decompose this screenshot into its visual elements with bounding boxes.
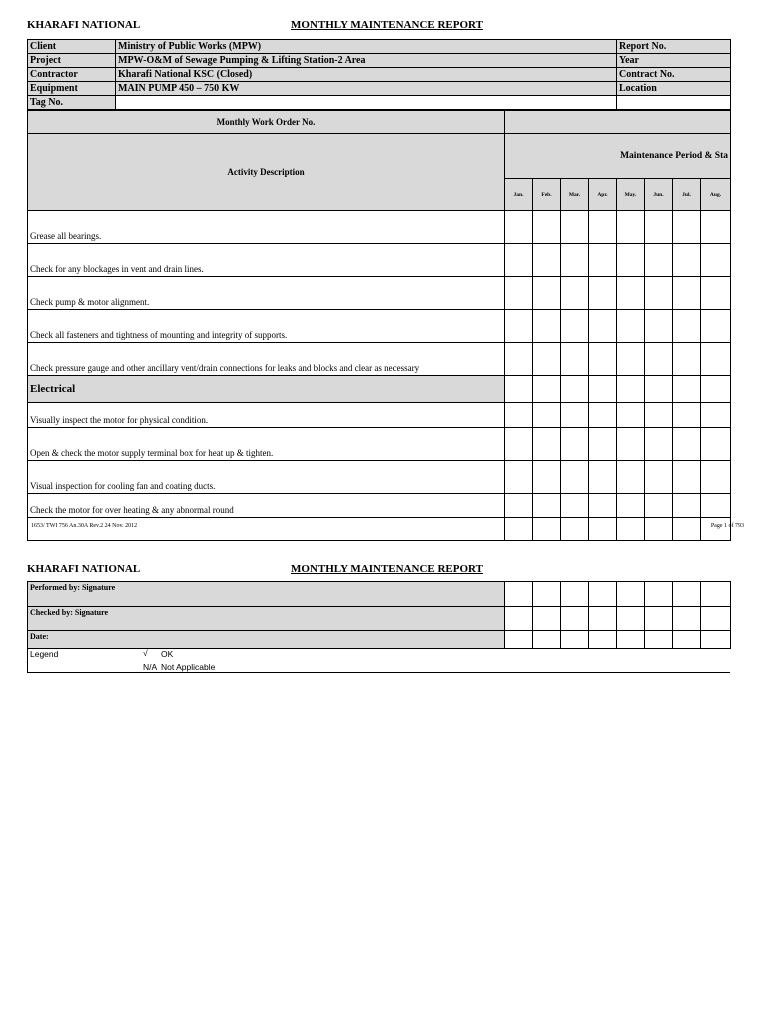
check-cell[interactable]: [533, 343, 561, 376]
check-cell[interactable]: [589, 343, 617, 376]
check-cell[interactable]: [561, 403, 589, 428]
signature-cell[interactable]: [673, 582, 701, 607]
project-label: Project: [28, 54, 116, 68]
table-row: [28, 403, 731, 428]
location-value: [617, 96, 731, 110]
check-cell[interactable]: [617, 461, 645, 494]
signature-cell[interactable]: [505, 582, 533, 607]
activity-item: Check pump & motor alignment.: [28, 277, 505, 310]
activity-item-empty: [28, 518, 505, 541]
date-cell[interactable]: [673, 631, 701, 649]
activity-item: Check for any blockages in vent and drain lines.: [28, 244, 505, 277]
check-cell[interactable]: [561, 277, 589, 310]
legend-bottom-rule: [27, 672, 730, 673]
signature-table: [27, 581, 731, 649]
table-row: [28, 244, 731, 277]
signature-cell[interactable]: [505, 607, 533, 631]
check-cell[interactable]: [561, 211, 589, 244]
section-row: [28, 376, 731, 403]
activity-item: Visual inspection for cooling fan and coating ducts.: [28, 461, 505, 494]
check-cell[interactable]: [505, 343, 533, 376]
performed-by-label: Performed by: Signature: [28, 582, 505, 607]
check-cell[interactable]: [673, 518, 701, 541]
legend-na-text: Not Applicable: [161, 662, 216, 672]
table-row: [28, 277, 731, 310]
check-cell[interactable]: [617, 403, 645, 428]
checked-by-label: Checked by: Signature: [28, 607, 505, 631]
check-cell[interactable]: [645, 277, 673, 310]
check-cell[interactable]: [589, 428, 617, 461]
check-cell[interactable]: [533, 518, 561, 541]
table-row: [28, 310, 731, 343]
check-cell[interactable]: [701, 310, 731, 343]
legend-border: [27, 648, 28, 673]
check-cell[interactable]: [645, 343, 673, 376]
check-cell[interactable]: [561, 244, 589, 277]
date-cell[interactable]: [561, 631, 589, 649]
check-cell[interactable]: [561, 461, 589, 494]
month-feb: Feb.: [533, 179, 561, 211]
month-jan: Jan.: [505, 179, 533, 211]
date-cell[interactable]: [701, 631, 731, 649]
report-no-label: Report No.: [617, 40, 731, 54]
date-cell[interactable]: [645, 631, 673, 649]
contractor-label: Contractor: [28, 68, 116, 82]
date-cell[interactable]: [505, 631, 533, 649]
check-cell[interactable]: [645, 518, 673, 541]
month-aug: Aug.: [701, 179, 731, 211]
check-cell[interactable]: [617, 428, 645, 461]
check-cell[interactable]: [701, 244, 731, 277]
signature-cell[interactable]: [617, 607, 645, 631]
check-cell[interactable]: [561, 343, 589, 376]
check-cell[interactable]: [645, 403, 673, 428]
signature-cell[interactable]: [645, 607, 673, 631]
check-cell[interactable]: [533, 428, 561, 461]
contract-no-label: Contract No.: [617, 68, 731, 82]
check-cell[interactable]: [701, 518, 731, 541]
activity-item: Open & check the motor supply terminal box for heat up & tighten.: [28, 428, 505, 461]
check-cell[interactable]: [701, 428, 731, 461]
date-cell[interactable]: [533, 631, 561, 649]
check-cell[interactable]: [561, 428, 589, 461]
check-cell[interactable]: [533, 310, 561, 343]
check-cell[interactable]: [673, 244, 701, 277]
signature-cell[interactable]: [617, 582, 645, 607]
check-cell[interactable]: [589, 310, 617, 343]
check-cell[interactable]: [673, 403, 701, 428]
check-cell[interactable]: [589, 494, 617, 518]
tag-label: Tag No.: [28, 96, 116, 110]
check-cell[interactable]: [617, 494, 645, 518]
activity-item: Check all fasteners and tightness of mounting and integrity of supports.: [28, 310, 505, 343]
signature-cell[interactable]: [645, 582, 673, 607]
check-cell[interactable]: [589, 211, 617, 244]
check-cell[interactable]: [701, 494, 731, 518]
table-row: [28, 343, 731, 376]
month-apr: Apr.: [589, 179, 617, 211]
date-cell[interactable]: [617, 631, 645, 649]
date-cell[interactable]: [589, 631, 617, 649]
tag-value: [116, 96, 617, 110]
month-jun: Jun.: [645, 179, 673, 211]
signature-cell[interactable]: [561, 582, 589, 607]
signature-cell[interactable]: [701, 582, 731, 607]
month-jul: Jul.: [673, 179, 701, 211]
check-cell[interactable]: [617, 277, 645, 310]
check-cell[interactable]: [589, 518, 617, 541]
signature-cell[interactable]: [589, 607, 617, 631]
signature-cell[interactable]: [589, 582, 617, 607]
activity-table: [27, 110, 731, 541]
footer-reference: 1653/ TWI 756 An.30A Rev.2 24 Nov. 2012: [31, 523, 138, 529]
report-title-page2: MONTHLY MAINTENANCE REPORT: [291, 563, 483, 575]
check-cell[interactable]: [701, 461, 731, 494]
check-cell[interactable]: [561, 518, 589, 541]
check-cell[interactable]: [589, 461, 617, 494]
check-cell[interactable]: [645, 211, 673, 244]
signature-cell[interactable]: [533, 607, 561, 631]
signature-cell[interactable]: [561, 607, 589, 631]
activity-item: Check the motor for over heating & any abnormal round: [28, 494, 505, 518]
check-cell[interactable]: [645, 428, 673, 461]
check-cell[interactable]: [645, 310, 673, 343]
check-cell[interactable]: [617, 244, 645, 277]
equipment-label: Equipment: [28, 82, 116, 96]
check-cell[interactable]: [505, 211, 533, 244]
work-order-value: [505, 111, 731, 134]
check-cell[interactable]: [533, 494, 561, 518]
year-label: Year: [617, 54, 731, 68]
check-cell[interactable]: [589, 244, 617, 277]
check-cell[interactable]: [673, 310, 701, 343]
legend-ok-text: OK: [161, 649, 174, 659]
work-order-label: Monthly Work Order No.: [28, 111, 505, 134]
month-may: May.: [617, 179, 645, 211]
check-cell[interactable]: [561, 310, 589, 343]
check-cell[interactable]: [617, 211, 645, 244]
activity-description-header: Activity Description: [28, 134, 505, 211]
check-cell[interactable]: [589, 403, 617, 428]
table-row: [28, 428, 731, 461]
check-cell[interactable]: [645, 494, 673, 518]
activity-item: Visually inspect the motor for physical condition.: [28, 403, 505, 428]
month-mar: Mar.: [561, 179, 589, 211]
check-cell[interactable]: [505, 461, 533, 494]
client-value: Ministry of Public Works (MPW): [116, 40, 617, 54]
check-cell[interactable]: [617, 310, 645, 343]
signature-cell[interactable]: [673, 607, 701, 631]
legend-label: Legend: [30, 649, 59, 659]
check-cell[interactable]: [505, 310, 533, 343]
location-label: Location: [617, 82, 731, 96]
section-electrical: Electrical: [28, 376, 505, 403]
table-row: [28, 518, 731, 541]
check-cell[interactable]: [505, 518, 533, 541]
check-cell[interactable]: [561, 494, 589, 518]
check-cell[interactable]: [505, 428, 533, 461]
check-cell[interactable]: [505, 403, 533, 428]
maintenance-period-header: Maintenance Period & Sta: [505, 134, 731, 179]
check-cell[interactable]: [701, 211, 731, 244]
report-title: MONTHLY MAINTENANCE REPORT: [291, 19, 483, 31]
check-cell[interactable]: [589, 277, 617, 310]
check-cell[interactable]: [701, 343, 731, 376]
check-cell[interactable]: [617, 518, 645, 541]
legend-ok-symbol: √: [143, 648, 148, 658]
activity-item: Grease all bearings.: [28, 211, 505, 244]
contractor-value: Kharafi National KSC (Closed): [116, 68, 617, 82]
date-label: Date:: [28, 631, 505, 649]
signature-cell[interactable]: [701, 607, 731, 631]
client-label: Client: [28, 40, 116, 54]
check-cell[interactable]: [673, 461, 701, 494]
check-cell[interactable]: [533, 211, 561, 244]
check-cell[interactable]: [701, 403, 731, 428]
check-cell[interactable]: [505, 494, 533, 518]
check-cell[interactable]: [673, 494, 701, 518]
check-cell[interactable]: [617, 343, 645, 376]
check-cell[interactable]: [533, 403, 561, 428]
legend-na-symbol: N/A: [143, 662, 158, 672]
check-cell[interactable]: [673, 211, 701, 244]
company-name: KHARAFI NATIONAL: [27, 19, 141, 31]
check-cell[interactable]: [505, 277, 533, 310]
check-cell[interactable]: [645, 461, 673, 494]
check-cell[interactable]: [701, 277, 731, 310]
check-cell[interactable]: [533, 244, 561, 277]
activity-item: Check pressure gauge and other ancillary vent/drain connections for leaks and blocks and clear as necessary: [28, 343, 505, 376]
equipment-value: MAIN PUMP 450 – 750 KW: [116, 82, 617, 96]
check-cell[interactable]: [645, 244, 673, 277]
check-cell[interactable]: [673, 277, 701, 310]
company-name-page2: KHARAFI NATIONAL: [27, 563, 141, 575]
check-cell[interactable]: [673, 428, 701, 461]
check-cell[interactable]: [673, 343, 701, 376]
footer-page-number: Page 1 of 793: [710, 523, 744, 529]
check-cell[interactable]: [533, 461, 561, 494]
info-table: [27, 39, 731, 110]
table-row: [28, 461, 731, 494]
signature-cell[interactable]: [533, 582, 561, 607]
check-cell[interactable]: [533, 277, 561, 310]
table-row: [28, 494, 731, 518]
project-value: MPW-O&M of Sewage Pumping & Lifting Station-2 Area: [116, 54, 617, 68]
check-cell[interactable]: [505, 244, 533, 277]
table-row: [28, 211, 731, 244]
